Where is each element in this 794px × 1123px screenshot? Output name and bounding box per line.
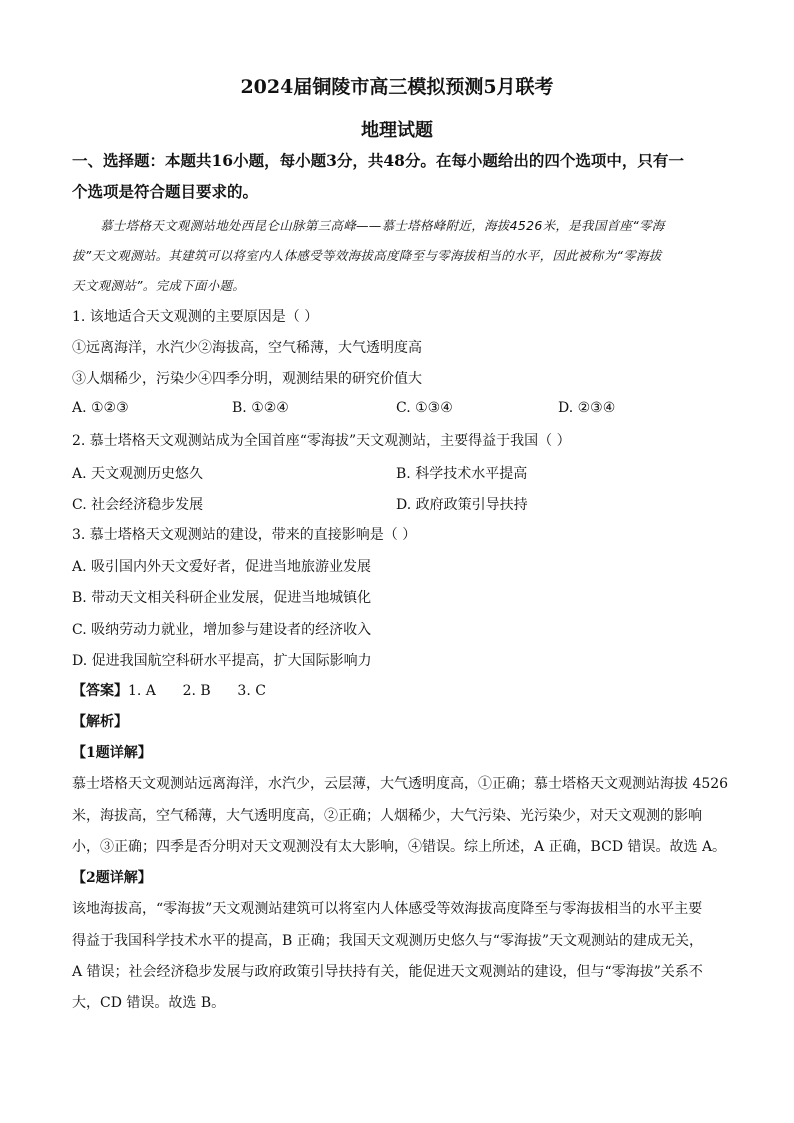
q3-option-a: A. 吸引国内外天文爱好者，促进当地旅游业发展 [72, 559, 372, 575]
detail2-line-2: 得益于我国科学技术水平的提高，B 正确；我国天文观测历史悠久与“零海拔”天文观测站的建成无关， [72, 933, 704, 949]
q3-option-d: D. 促进我国航空科研水平提高，扩大国际影响力 [72, 653, 372, 669]
q1-option-b: B. ①②④ [232, 400, 289, 416]
detail2-line-4: 大，CD 错误。故选 B。 [72, 995, 226, 1011]
analysis-tag: 【解析】 [72, 714, 128, 730]
q2-stem: 2. 慕士塔格天文观测站成为全国首座“零海拔”天文观测站，主要得益于我国（ ） [72, 433, 571, 449]
detail1-line-1: 慕士塔格天文观测站远离海洋，水汽少，云层薄，大气透明度高，①正确；慕士塔格天文观测站海拔 4526 [72, 776, 729, 792]
q1-item-b: ③人烟稀少，污染少④四季分明，观测结果的研究价值大 [72, 371, 422, 387]
q2-option-d: D. 政府政策引导扶持 [396, 497, 528, 513]
exam-subtitle: 地理试题 [361, 120, 433, 141]
exam-title: 2024届铜陵市高三模拟预测5月联考 [240, 76, 554, 98]
detail2-line-3: A 错误；社会经济稳步发展与政府政策引导扶持有关，能促进天文观测站的建设，但与“零海拔”关系不 [72, 964, 703, 980]
q3-option-c: C. 吸纳劳动力就业，增加参与建设者的经济收入 [72, 622, 372, 638]
q2-option-c: C. 社会经济稳步发展 [72, 497, 204, 513]
section-heading-line2: 个选项是符合题目要求的。 [72, 182, 259, 201]
q1-option-c: C. ①③④ [396, 400, 453, 416]
answer-values: 1. A 2. B 3. C [128, 683, 266, 699]
detail2-tag: 【2题详解】 [72, 870, 152, 886]
detail2-line-1: 该地海拔高，“零海拔”天文观测站建筑可以将室内人体感受等效海拔高度降至与零海拔相当的水平主要 [72, 901, 703, 917]
passage-line-1: 慕士塔格天文观测站地处西昆仑山脉第三高峰——慕士塔格峰附近，海拔4526米，是我国首座“零海 [100, 218, 665, 233]
q2-option-a: A. 天文观测历史悠久 [72, 466, 204, 482]
q1-item-a: ①远离海洋，水汽少②海拔高，空气稀薄，大气透明度高 [72, 340, 422, 356]
detail1-line-3: 小，③正确；四季是否分明对天文观测没有太大影响，④错误。综上所述，A 正确，BCD 错误。故选 A。 [72, 839, 727, 855]
passage-line-2: 拔”天文观测站。其建筑可以将室内人体感受等效海拔高度降至与零海拔相当的水平，因此被称为“零海拔 [72, 248, 662, 263]
detail1-line-2: 米，海拔高，空气稀薄，大气透明度高，②正确；人烟稀少，大气污染、光污染少，对天文观测的影响 [72, 808, 702, 824]
q1-option-d: D. ②③④ [558, 400, 616, 416]
q2-option-b: B. 科学技术水平提高 [396, 466, 528, 482]
answer-tag: 【答案】 [72, 683, 128, 699]
passage-line-3: 天文观测站”。完成下面小题。 [72, 278, 246, 293]
q3-stem: 3. 慕士塔格天文观测站的建设，带来的直接影响是（ ） [72, 527, 417, 543]
q1-stem: 1. 该地适合天文观测的主要原因是（ ） [72, 309, 319, 325]
q3-option-b: B. 带动天文相关科研企业发展，促进当地城镇化 [72, 590, 372, 606]
section-heading-line1: 一、选择题：本题共16小题，每小题3分，共48分。在每小题给出的四个选项中，只有一 [72, 151, 684, 170]
detail1-tag: 【1题详解】 [72, 745, 152, 761]
q1-option-a: A. ①②③ [72, 400, 129, 416]
answer-row [72, 681, 266, 701]
